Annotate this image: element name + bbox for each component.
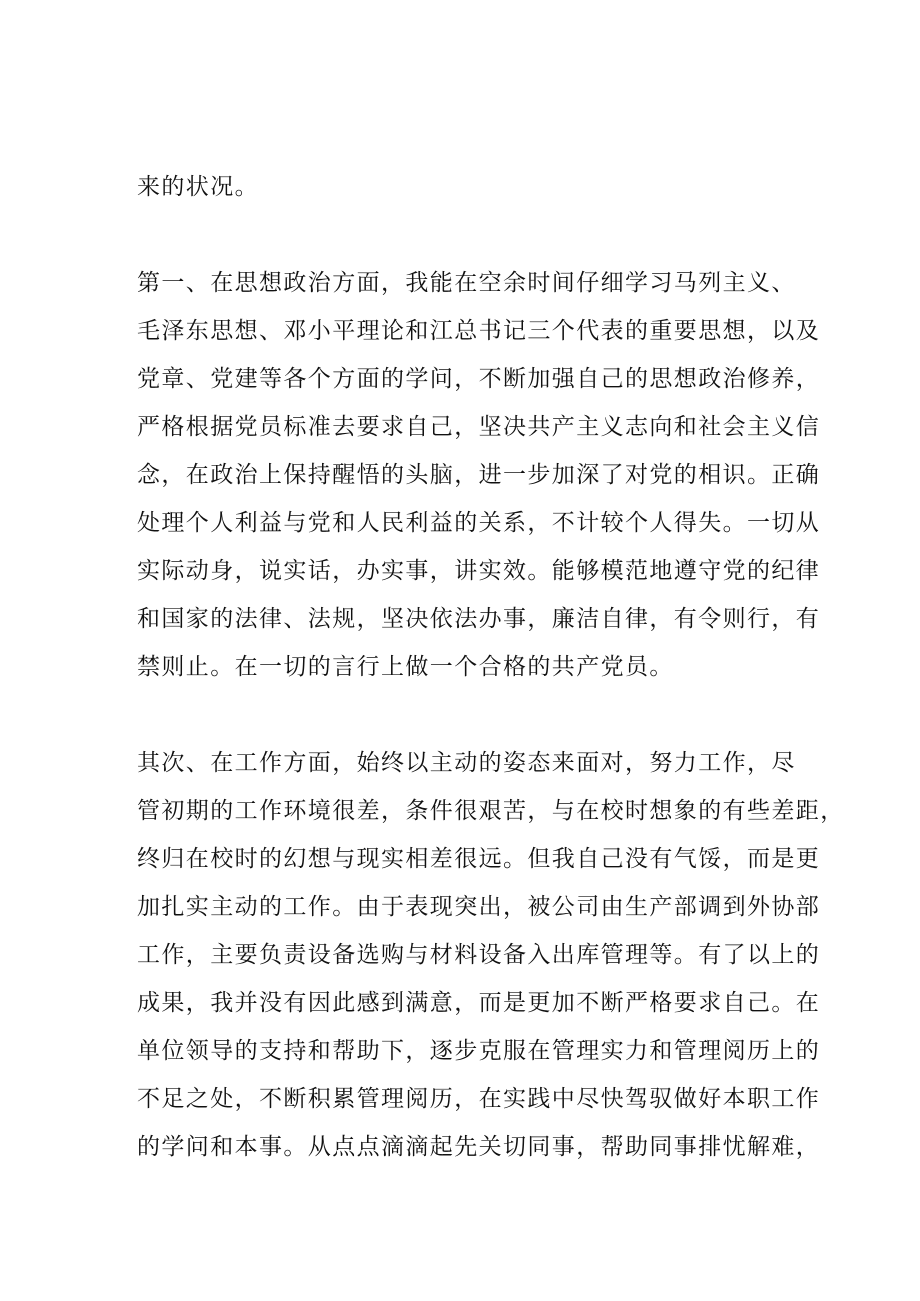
text-line: 单位领导的支持和帮助下，逐步克服在管理实力和管理阅历上的 bbox=[137, 1038, 821, 1064]
text-line: 来的状况。 bbox=[137, 174, 259, 200]
text-line: 念，在政治上保持醒悟的头脑，进一步加深了对党的相识。正确 bbox=[137, 462, 821, 488]
text-line: 不足之处，不断积累管理阅历，在实践中尽快驾驭做好本职工作 bbox=[137, 1086, 821, 1112]
text-line: 严格根据党员标准去要求自己，坚决共产主义志向和社会主义信 bbox=[137, 414, 821, 440]
text-line: 实际动身，说实话，办实事，讲实效。能够模范地遵守党的纪律 bbox=[137, 558, 821, 584]
text-line: 毛泽东思想、邓小平理论和江总书记三个代表的重要思想，以及 bbox=[137, 318, 821, 344]
text-line: 成果，我并没有因此感到满意，而是更加不断严格要求自己。在 bbox=[137, 990, 821, 1016]
text-line: 处理个人利益与党和人民利益的关系，不计较个人得失。一切从 bbox=[137, 510, 821, 536]
text-line: 管初期的工作环境很差，条件很艰苦，与在校时想象的有些差距， bbox=[137, 798, 845, 824]
text-line: 终归在校时的幻想与现实相差很远。但我自己没有气馁，而是更 bbox=[137, 846, 821, 872]
text-line: 其次、在工作方面，始终以主动的姿态来面对，努力工作，尽 bbox=[137, 750, 796, 776]
text-line: 党章、党建等各个方面的学问，不断加强自己的思想政治修养， bbox=[137, 366, 821, 392]
text-line: 禁则止。在一切的言行上做一个合格的共产党员。 bbox=[137, 654, 674, 680]
text-line: 加扎实主动的工作。由于表现突出，被公司由生产部调到外协部 bbox=[137, 894, 821, 920]
text-line: 第一、在思想政治方面，我能在空余时间仔细学习马列主义、 bbox=[137, 270, 796, 296]
text-line: 工作，主要负责设备选购与材料设备入出库管理等。有了以上的 bbox=[137, 942, 821, 968]
text-line: 的学问和本事。从点点滴滴起先关切同事，帮助同事排忧解难， bbox=[137, 1134, 821, 1160]
text-line: 和国家的法律、法规，坚决依法办事，廉洁自律，有令则行，有 bbox=[137, 606, 821, 632]
